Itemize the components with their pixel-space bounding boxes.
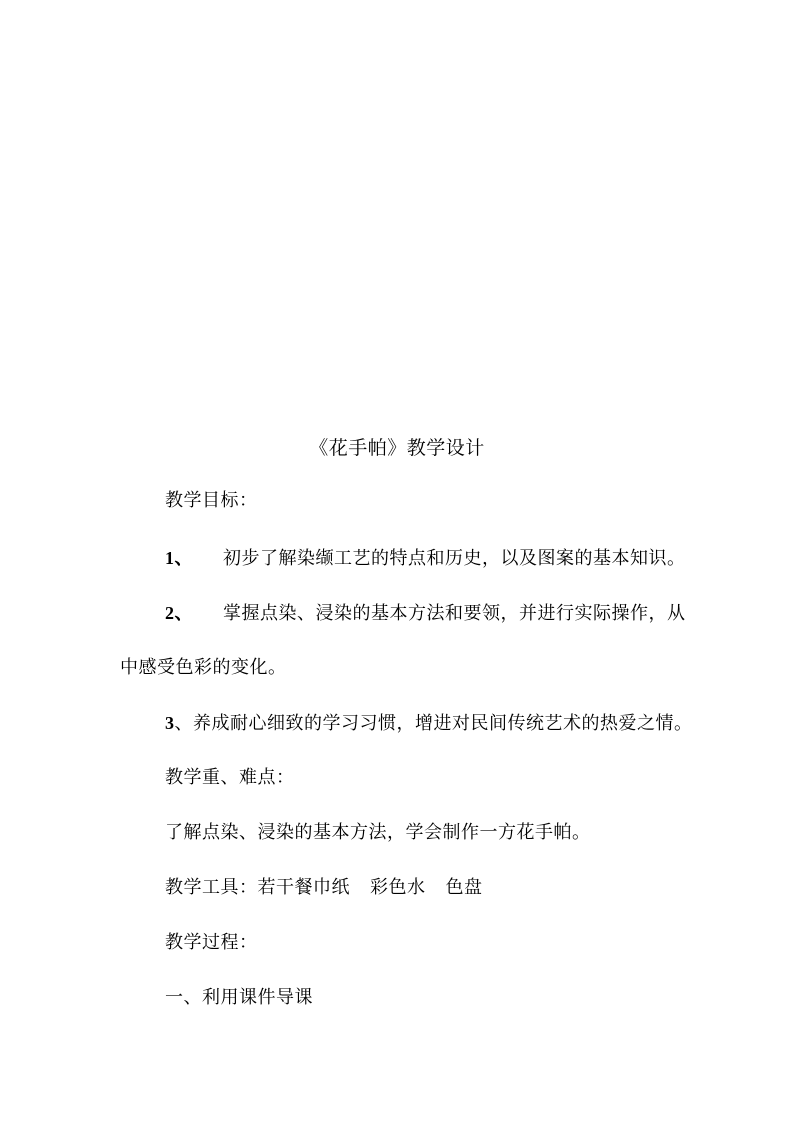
goal-3-number: 3: [165, 713, 175, 733]
key-points-text: 了解点染、浸染的基本方法，学会制作一方花手帕。: [165, 822, 591, 843]
tools-line: [165, 876, 483, 900]
goal-2: [165, 601, 686, 626]
goal-2-text-line1: 掌握点染、浸染的基本方法和要领，并进行实际操作，从: [223, 603, 686, 624]
process-step-1: 一、利用课件导课: [165, 987, 313, 1008]
goal-1-text: 初步了解染缬工艺的特点和历史，以及图案的基本知识。: [223, 548, 686, 569]
goal-1: [165, 546, 686, 571]
tools-item-2: 彩色水: [370, 877, 426, 898]
goal-1-number: 1、: [165, 548, 193, 568]
goal-3: [165, 711, 693, 736]
tools-item-3: 色盘: [445, 877, 483, 898]
key-points-heading: 教学重、难点：: [165, 767, 295, 788]
tools-label: 教学工具：: [165, 877, 258, 898]
goal-2-number: 2、: [165, 603, 193, 623]
goals-heading: 教学目标：: [165, 490, 258, 511]
tools-item-1: 若干餐巾纸: [257, 877, 350, 898]
document-title: 《花手帕》教学设计: [309, 437, 485, 459]
goal-3-text: 、养成耐心细致的学习习惯，增进对民间传统艺术的热爱之情。: [174, 713, 693, 734]
process-heading: 教学过程：: [165, 932, 258, 953]
goal-2-continuation: 中感受色彩的变化。: [120, 657, 287, 678]
